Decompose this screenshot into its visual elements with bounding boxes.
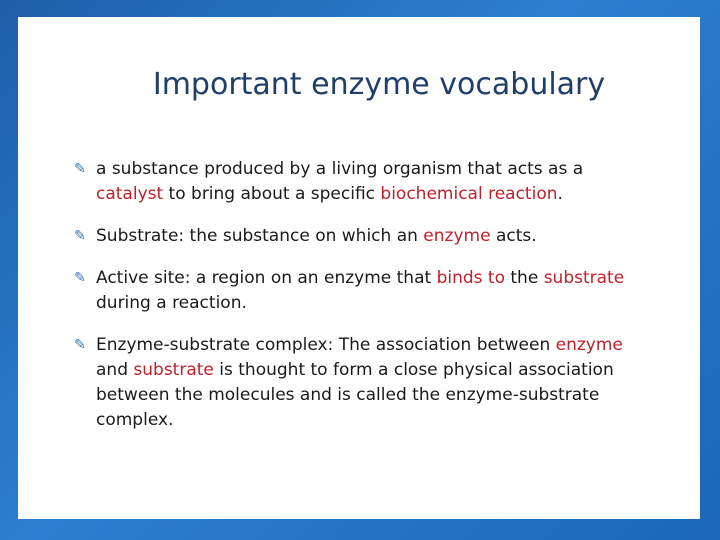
highlight-term: substrate (133, 360, 214, 380)
seg: . (557, 184, 563, 204)
highlight-term: biochemical reaction (380, 184, 558, 204)
seg: acts. (490, 226, 537, 246)
seg: during a reaction. (96, 293, 247, 313)
bullet-list (70, 157, 650, 450)
pencil-icon: ✎ (74, 270, 86, 286)
seg: is thought to form a close physical association between the molecules and is called the enzyme-substrate complex. (96, 360, 614, 430)
seg: to bring about a specific (163, 184, 381, 204)
seg: the (504, 268, 544, 288)
highlight-term: binds to (436, 268, 505, 288)
slide-title: Important enzyme vocabulary (152, 67, 606, 102)
highlight-term: enzyme (555, 335, 623, 355)
seg: Substrate: the substance on which an (96, 226, 424, 246)
seg: Enzyme-substrate complex: The association between (96, 335, 556, 355)
slide-panel (18, 17, 700, 519)
bullet-item (70, 266, 650, 316)
highlight-term: substrate (543, 268, 625, 288)
bullet-item (70, 157, 650, 207)
bullet-item (70, 224, 650, 249)
seg: a substance produced by a living organism that acts as a (96, 159, 584, 179)
highlight-term: catalyst (96, 184, 164, 204)
bullet-item (70, 333, 650, 433)
pencil-icon: ✎ (74, 228, 86, 244)
highlight-term: enzyme (423, 226, 491, 246)
seg: Active site: a region on an enzyme that (96, 268, 437, 288)
seg: and (96, 360, 134, 380)
pencil-icon: ✎ (74, 337, 86, 353)
pencil-icon: ✎ (74, 161, 86, 177)
